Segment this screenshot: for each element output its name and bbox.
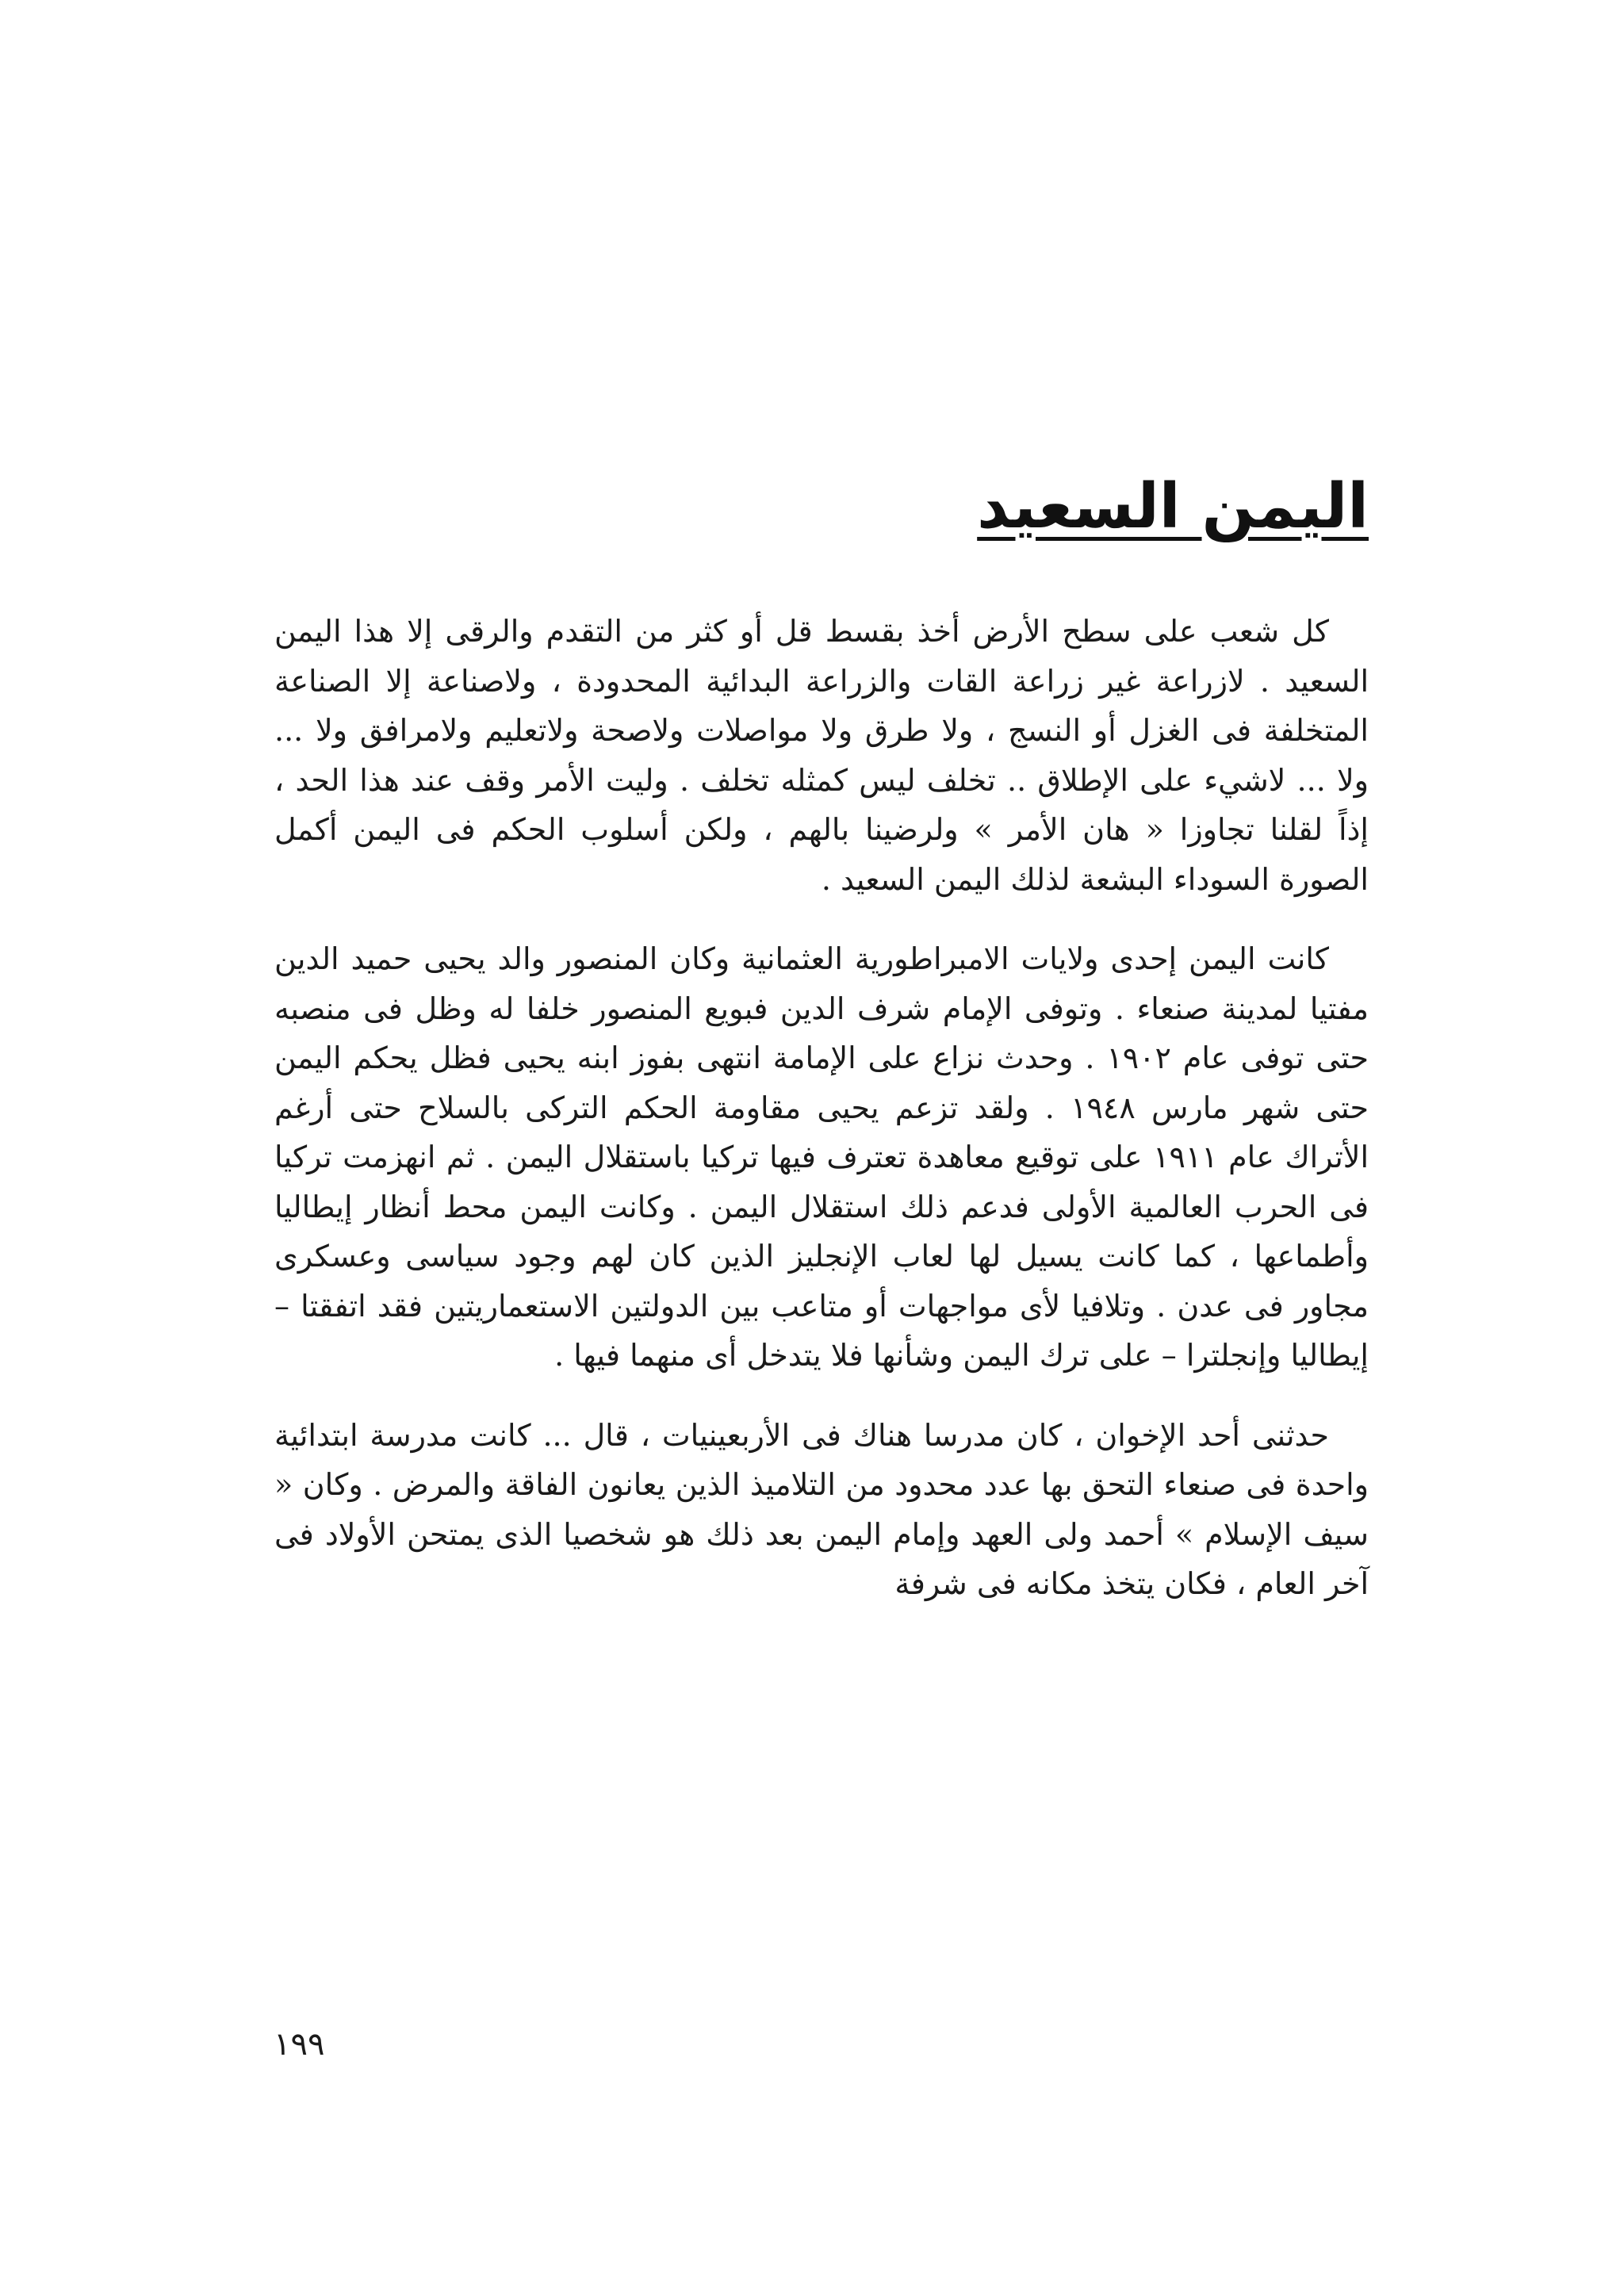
body-text	[274, 607, 1369, 1639]
paragraph-2: كانت اليمن إحدى ولايات الامبراطورية العثمانية وكان المنصور والد يحيى حميد الدين مفتيا لمدينة صنعاء . وتوفى الإمام شرف الدين فبويع المنصور خلفا له وظل فى منصبه حتى توفى عام ١٩٠٢ . وحدث نزاع على الإمامة انتهى بفوز ابنه يحيى فظل يحكم اليمن حتى شهر مارس ١٩٤٨ . ولقد تزعم يحيى مقاومة الحكم التركى بالسلاح حتى أرغم الأتراك عام ١٩١١ على توقيع معاهدة تعترف فيها تركيا باستقلال اليمن . ثم انهزمت تركيا فى الحرب العالمية الأولى فدعم ذلك استقلال اليمن . وكانت اليمن محط أنظار إيطاليا وأطماعها ، كما كانت يسيل لها لعاب الإنجليز الذين كان لهم وجود سياسى وعسكرى مجاور فى عدن . وتلافيا لأى مواجهات أو متاعب بين الدولتين الاستعماريتين فقد اتفقتا – إيطاليا وإنجلترا – على ترك اليمن وشأنها فلا يتدخل أى منهما فيها .	[274, 941, 1369, 1373]
paragraph-1: كل شعب على سطح الأرض أخذ بقسط قل أو كثر من التقدم والرقى إلا هذا اليمن السعيد . لازراعة غير زراعة القات والزراعة البدائية المحدودة ، ولاصناعة إلا الصناعة المتخلفة فى الغزل أو النسج ، ولا طرق ولا مواصلات ولاصحة ولاتعليم ولامرافق ولا ... ولا ... لاشيء على الإطلاق .. تخلف ليس كمثله تخلف . وليت الأمر وقف عند هذا الحد ، إذاً لقلنا تجاوزا « هان الأمر » ولرضينا بالهم ، ولكن أسلوب الحكم فى اليمن أكمل الصورة السوداء البشعة لذلك اليمن السعيد .	[274, 614, 1369, 897]
chapter-title: اليمن السعيد	[977, 471, 1369, 542]
paragraph-3: حدثنى أحد الإخوان ، كان مدرسا هناك فى الأربعينيات ، قال ... كانت مدرسة ابتدائية واحدة فى صنعاء التحق بها عدد محدود من التلاميذ الذين يعانون الفاقة والمرض . وكان « سيف الإسلام » أحمد ولى العهد وإمام اليمن بعد ذلك هو شخصيا الذى يمتحن الأولاد فى آخر العام ، فكان يتخذ مكانه فى شرفة	[274, 1417, 1369, 1601]
page-number: ١٩٩	[274, 2026, 325, 2063]
